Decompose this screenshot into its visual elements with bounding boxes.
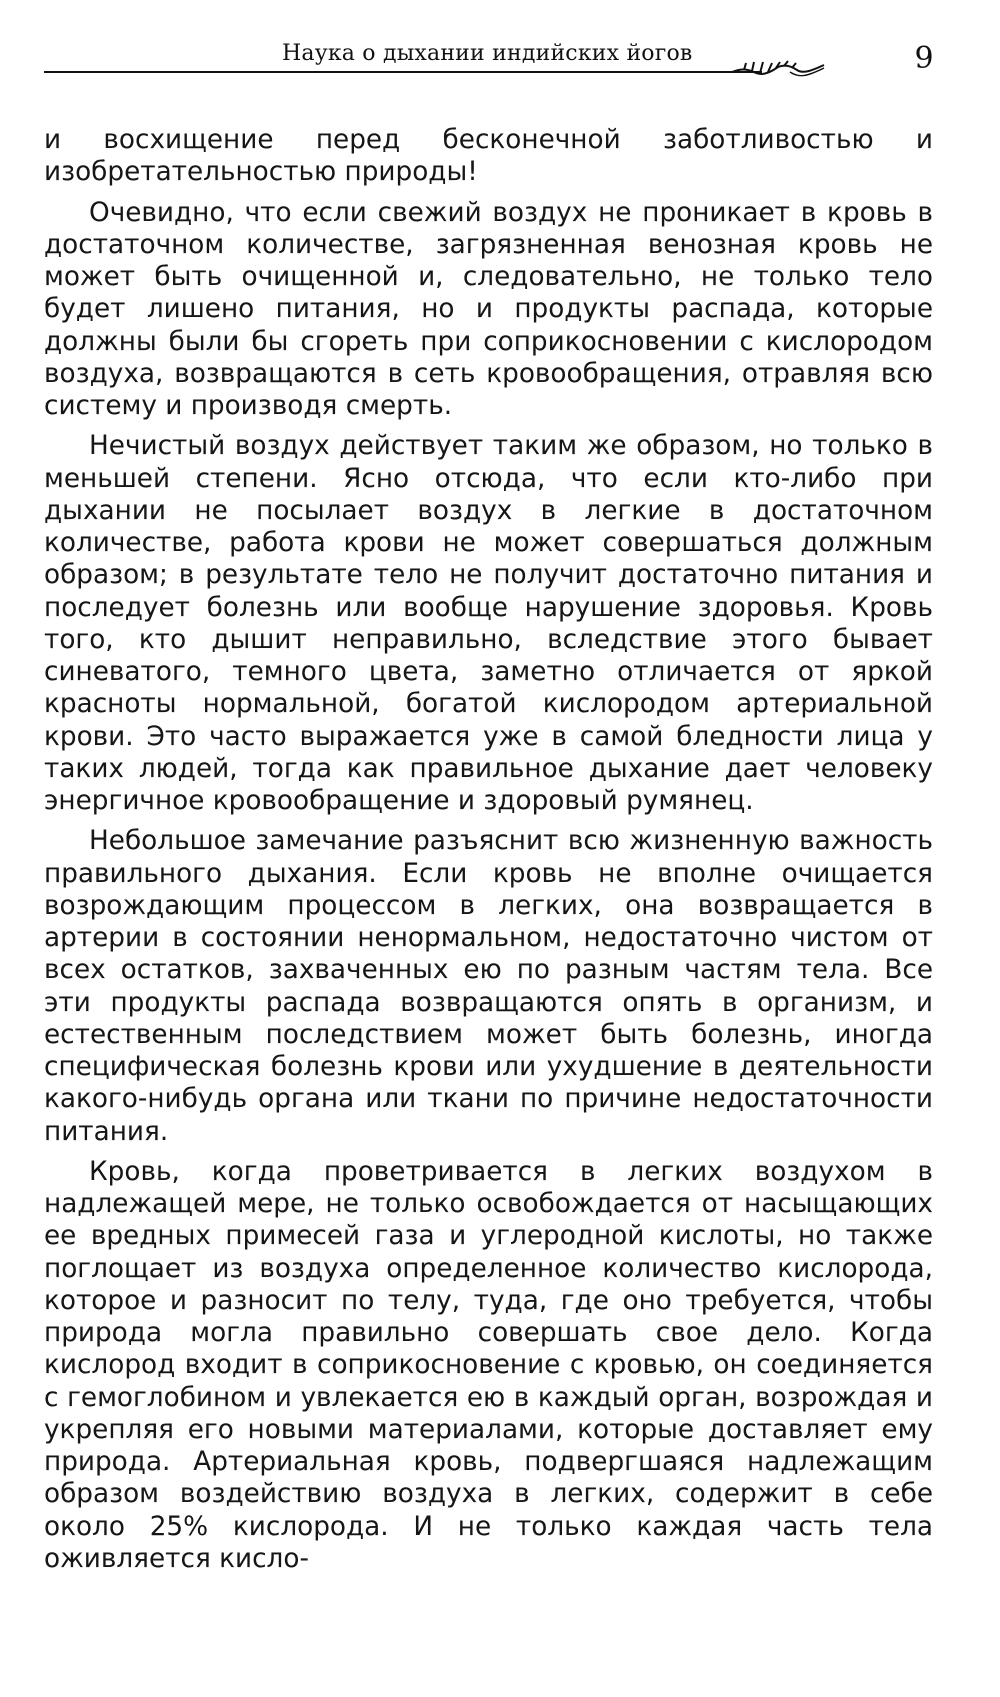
page-header	[44, 28, 934, 84]
paragraph: и восхищение перед бесконечной заботливостью и изобретательностью природы!	[44, 125, 933, 188]
decorative-flourish-icon	[730, 54, 826, 84]
body-text	[44, 124, 933, 1684]
page-number: 9	[914, 41, 934, 76]
paragraph: Небольшое замечание разъяснит всю жизненную важность правильного дыхания. Если кровь не вполне очищается возрождающим процессом в легких, она возвращается в артерии в состоянии ненормальном, недостаточно чистом от всех остатков, захваченных ею по разным частям тела. Все эти продукты распада возвращаются опять в организм, и естественным последствием может быть болезнь, иногда специфическая болезнь крови или ухудшение в деятельности какого-нибудь органа или ткани по причине недостаточности питания.	[44, 826, 933, 1147]
paragraph: Очевидно, что если свежий воздух не проникает в кровь в достаточном количестве, загрязненная венозная кровь не может быть очищенной и, следовательно, не только тело будет лишено питания, но и продукты распада, которые должны были бы сгореть при соприкосновении с кислородом воздуха, возвращаются в сеть кровообращения, отравляя всю систему и производя смерть.	[44, 197, 933, 421]
paragraph: Нечистый воздух действует таким же образом, но только в меньшей степени. Ясно отсюда, что если кто-либо при дыхании не посылает воздух в легкие в достаточном количестве, работа крови не может совершаться должным образом; в результате тело не получит достаточно питания и последует болезнь или вообще нарушение здоровья. Кровь того, кто дышит неправильно, вследствие этого бывает синеватого, темного цвета, заметно отличается от яркой красноты нормальной, богатой кислородом артериальной крови. Это часто выражается уже в самой бледности лица у таких людей, тогда как правильное дыхание дает человеку энергичное кровообращение и здоровый румянец.	[44, 431, 933, 816]
paragraph: Кровь, когда проветривается в легких воздухом в надлежащей мере, не только освобождается от насыщающих ее вредных примесей газа и углеродной кислоты, но также поглощает из воздуха определенное количество кислорода, которое и разносит по телу, туда, где оно требуется, чтобы природа могла правильно совершать свое дело. Когда кислород входит в соприкосновение с кровью, он соединяется с гемоглобином и увлекается ею в каждый орган, возрождая и укрепляя его новыми материалами, которые доставляет ему природа. Артериальная кровь, подвергшаяся надлежащим образом воздействию воздуха в легких, содержит в себе около 25% кислорода. И не только каждая часть тела оживляется кисло-	[44, 1156, 933, 1574]
header-rule	[44, 71, 762, 73]
running-title: Наука о дыхании индийских йогов	[282, 41, 693, 66]
